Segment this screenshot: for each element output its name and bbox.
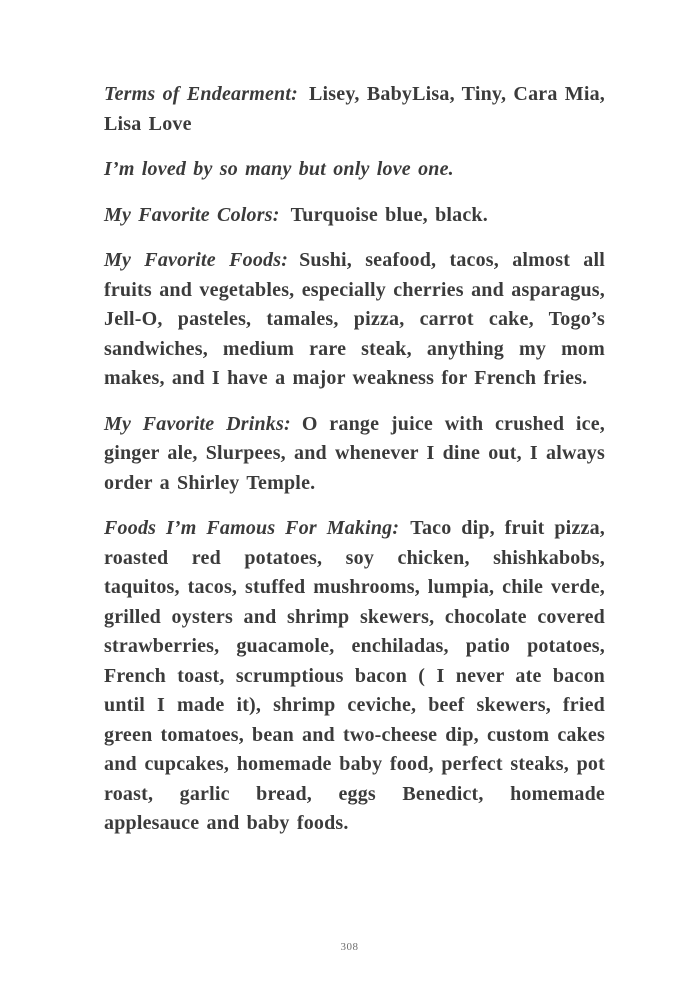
paragraph-lead: I’m loved by so many but only love one. bbox=[104, 158, 454, 180]
paragraph-body: Lisey, BabyLisa, Tiny, Cara Mia, Lisa Love bbox=[104, 83, 606, 135]
page-number: 308 bbox=[340, 941, 359, 953]
paragraph-lead: My Favorite Foods: bbox=[104, 249, 289, 271]
paragraph-body: Taco dip, fruit pizza, roasted red potatoes, soy chicken, shishkabobs, taquitos, tacos, stuffed mushrooms, lumpia, chile verde, grilled oysters and shrimp skewers, chocolate covered strawberries, guacamole, enchiladas, patio potatoes, French toast, scrumptious bacon ( I never ate bacon until I made it), shrimp ceviche, beef skewers, fried green tomatoes, bean and two-cheese dip, custom cakes and cupcakes, homemade baby food, perfect steaks, pot roast, garlic bread, eggs Benedict, homemade applesauce and baby foods. bbox=[104, 517, 605, 834]
paragraph-favorite-colors bbox=[104, 201, 605, 231]
paragraph-lead: Foods I’m Famous For Making: bbox=[104, 517, 400, 539]
paragraph-foods-famous-for-making bbox=[104, 514, 605, 839]
paragraph-lead: Terms of Endearment: bbox=[104, 83, 298, 105]
paragraph-lead: My Favorite Colors: bbox=[104, 203, 280, 226]
paragraph-favorite-foods bbox=[104, 246, 605, 394]
paragraph-body: O range juice with crushed ice, ginger ale, Slurpees, and whenever I dine out, I always order a Shirley Temple. bbox=[104, 412, 605, 494]
paragraph-body: Sushi, seafood, tacos, almost all fruits and vegetables, especially cherries and asparagus, Jell-O, pasteles, tamales, pizza, carrot cake, Togo’s sandwiches, medium rare steak, anything my mom makes, and I have a major weakness for French fries. bbox=[104, 249, 605, 389]
paragraph-favorite-drinks bbox=[104, 410, 605, 499]
paragraph-terms-of-endearment bbox=[104, 80, 605, 139]
paragraph-body: Turquoise blue, black. bbox=[290, 203, 488, 226]
paragraph-loved-by-many bbox=[104, 155, 605, 185]
paragraph-lead: My Favorite Drinks: bbox=[104, 412, 291, 435]
page-text-block bbox=[104, 80, 605, 839]
